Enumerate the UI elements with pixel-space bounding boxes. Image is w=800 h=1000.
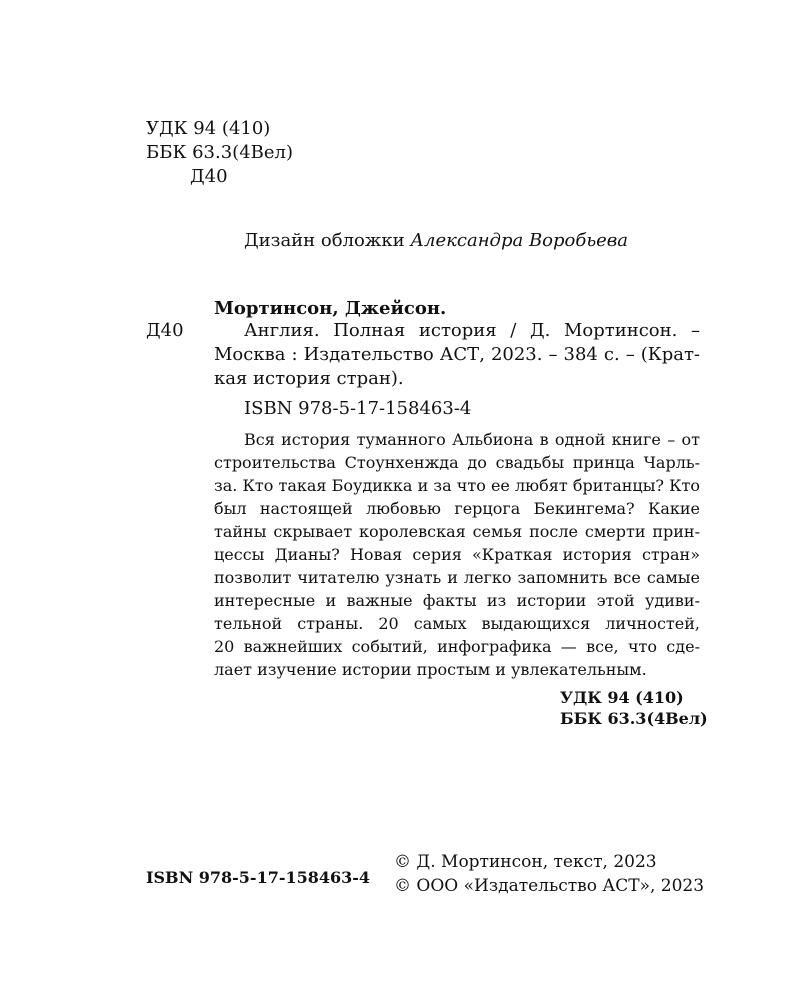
annotation-line: цессы Дианы? Новая серия «Краткая история стран» [214,545,700,564]
udk-code-bottom: УДК 94 (410) [560,688,684,707]
cover-designer-name: Александра Воробьева [410,230,629,251]
annotation-line: Вся история туманного Альбиона в одной книге – от [244,430,700,449]
bbk-code-bottom: ББК 63.3(4Вел) [560,709,708,728]
annotation-line: за. Кто такая Боудикка и за что ее любят британцы? Кто [214,476,700,495]
annotation-line: позволит читателю узнать и легко запомнить все самые [214,568,700,587]
cover-design-credit [244,228,628,254]
biblio-line: кая история стран). [214,368,404,389]
biblio-line: Москва : Издательство АСТ, 2023. – 384 с. – (Крат- [214,344,700,365]
isbn-footer: ISBN 978-5-17-158463-4 [146,868,371,887]
udk-code-top: УДК 94 (410) [146,118,271,139]
biblio-line: Англия. Полная история / Д. Мортинсон. – [244,320,700,341]
annotation-line: строительства Стоунхенжда до свадьбы принца Чарль- [214,453,700,472]
author-mark-top: Д40 [190,166,228,187]
copyright-author: © Д. Мортинсон, текст, 2023 [394,852,657,872]
author-heading: Мортинсон, Джейсон. [214,298,447,319]
bbk-code-top: ББК 63.3(4Вел) [146,142,293,163]
annotation-line: интересные и важные факты из истории этой удиви- [214,591,700,610]
annotation-line: тайны скрывает королевская семья после смерти прин- [214,522,700,541]
annotation-line: тельной страны. 20 самых выдающихся личностей, [214,614,700,633]
cover-design-label: Дизайн обложки [244,230,405,251]
author-mark-record: Д40 [146,320,184,341]
isbn-record: ISBN 978-5-17-158463-4 [244,398,472,419]
annotation-line: 20 важнейших событий, инфографика — все, что сде- [214,637,700,656]
annotation-line: лает изучение истории простым и увлекательным. [214,660,647,679]
annotation-line: был настоящей любовью герцога Бекингема? Какие [214,499,700,518]
copyright-publisher: © ООО «Издательство АСТ», 2023 [394,876,705,896]
